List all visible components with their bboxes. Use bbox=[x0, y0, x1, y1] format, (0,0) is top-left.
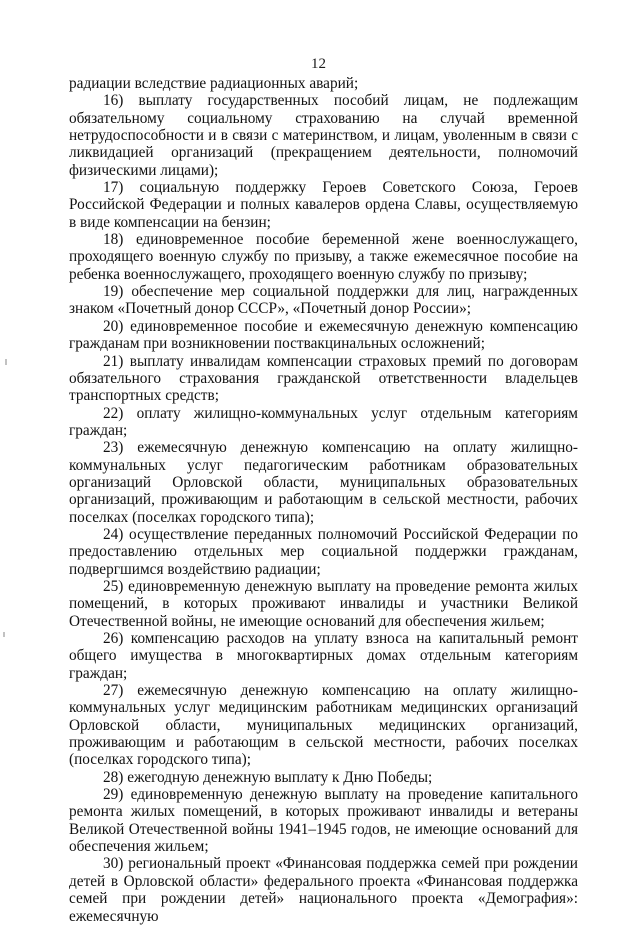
list-item-17: 17) социальную поддержку Героев Советского Союза, Героев Российской Федерации и полных кавалеров ордена Славы, осуществляемую в виде компенсации на бензин; bbox=[69, 179, 578, 231]
list-item-22: 22) оплату жилищно-коммунальных услуг отдельным категориям граждан; bbox=[69, 404, 578, 439]
list-item-24: 24) осуществление переданных полномочий Российской Федерации по предоставлению отдельных мер социальной поддержки гражданам, подвергшимся воздействию радиации; bbox=[69, 525, 578, 578]
list-item-20: 20) единовременное пособие и ежемесячную денежную компенсацию гражданам при возникновении поствакцинальных осложнений; bbox=[69, 317, 578, 353]
list-item-30: 30) региональный проект «Финансовая поддержка семей при рождении детей в Орловской области» федерального проекта «Финансовая поддержка семей при рождении детей» национального проекта «Демография»: ежемесячную bbox=[69, 855, 578, 925]
scan-artifact-mark bbox=[3, 632, 5, 637]
list-item-26: 26) компенсацию расходов на уплату взноса на капитальный ремонт общего имущества в многоквартирных домах отдельным категориям граждан; bbox=[69, 630, 578, 682]
document-body bbox=[69, 75, 578, 925]
list-item-16: 16) выплату государственных пособий лицам, не подлежащим обязательному социальному страхованию на случай временной нетрудоспособности и в связи с материнством, и лицам, уволенным в связи с ликвидацией организаций (прекращением деятельности, полномочий физическими лицами); bbox=[69, 92, 578, 179]
paragraph-continuation: радиации вследствие радиационных аварий; bbox=[69, 75, 359, 92]
list-item-29: 29) единовременную денежную выплату на проведение капитального ремонта жилых помещений, в которых проживают инвалиды и ветераны Великой Отечественной войны 1941–1945 годов, не имеющие оснований для обеспечения жильем; bbox=[69, 786, 578, 856]
list-item-28: 28) ежегодную денежную выплату к Дню Победы; bbox=[103, 768, 433, 786]
page-number: 12 bbox=[311, 56, 326, 72]
scan-artifact-mark bbox=[5, 359, 7, 365]
list-item-19: 19) обеспечение мер социальной поддержки для лиц, награжденных знаком «Почетный донор СССР», «Почетный донор России»; bbox=[69, 283, 578, 318]
list-item-23: 23) ежемесячную денежную компенсацию на оплату жилищно-коммунальных услуг педагогическим работникам образовательных организаций Орловской области, муниципальных образовательных организаций, проживающим и работающим в сельской местности, рабочих поселках (поселках городского типа); bbox=[69, 439, 578, 526]
list-item-21: 21) выплату инвалидам компенсации страховых премий по договорам обязательного страхования гражданской ответственности владельцев транспортных средств; bbox=[69, 352, 578, 405]
list-item-27: 27) ежемесячную денежную компенсацию на оплату жилищно-коммунальных услуг медицинским работникам медицинских организаций Орловской области, муниципальных медицинских организаций, проживающим и работающим в сельской местности, рабочих поселках (поселках городского типа); bbox=[69, 682, 578, 769]
list-item-25: 25) единовременную денежную выплату на проведение ремонта жилых помещений, в которых проживают инвалиды и участники Великой Отечественной войны, не имеющие оснований для обеспечения жильем; bbox=[69, 577, 578, 630]
list-item-18: 18) единовременное пособие беременной жене военнослужащего, проходящего военную службу по призыву, а также ежемесячное пособие на ребенка военнослужащего, проходящего военную службу по призыву; bbox=[69, 231, 578, 283]
